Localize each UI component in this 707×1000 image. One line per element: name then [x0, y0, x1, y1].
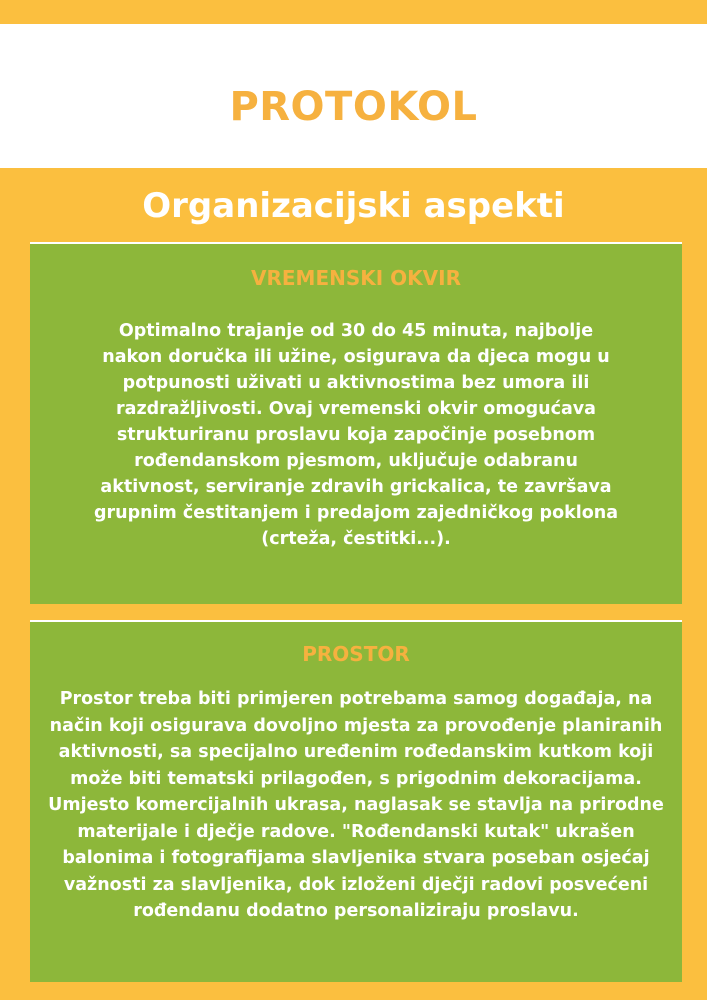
space-card — [30, 620, 682, 982]
section-title: Organizacijski aspekti — [142, 186, 565, 226]
time-frame-body: Optimalno trajanje od 30 do 45 minuta, najbolje nakon doručka ili užine, osigurava da djeca mogu u potpunosti uživati u aktivnostima bez umora ili razdražljivosti. Ovaj vremenski okvir omogućava strukturiranu proslavu koja započinje posebnom rođendanskom pjesmom, uključuje odabranu aktivnost, serviranje zdravih grickalica, te završava grupnim čestitanjem i predajom zajedničkog poklona (crteža, čestitki...). — [93, 321, 619, 549]
page-title: PROTOKOL — [229, 84, 478, 130]
space-title: PROSTOR — [302, 642, 410, 666]
time-frame-card — [30, 242, 682, 604]
time-frame-title: VREMENSKI OKVIR — [251, 266, 461, 290]
top-accent-strip — [0, 0, 707, 24]
space-body: Prostor treba biti primjeren potrebama samog događaja, na način koji osigurava dovoljno mjesta za provođenje planiranih aktivnosti, sa specijalno uređenim rođedanskim kutkom koji može biti tematski prilagođen, s prigodnim dekoracijama. Umjesto komercijalnih ukrasa, naglasak se stavlja na prirodne materijale i dječje radove. "Rođendanski kutak" ukrašen balonima i fotografijama slavljenika stvara poseban osjećaj važnosti za slavljenika, dok izloženi dječji radovi posvećeni rođendanu dodatno personaliziraju proslavu. — [48, 689, 664, 921]
